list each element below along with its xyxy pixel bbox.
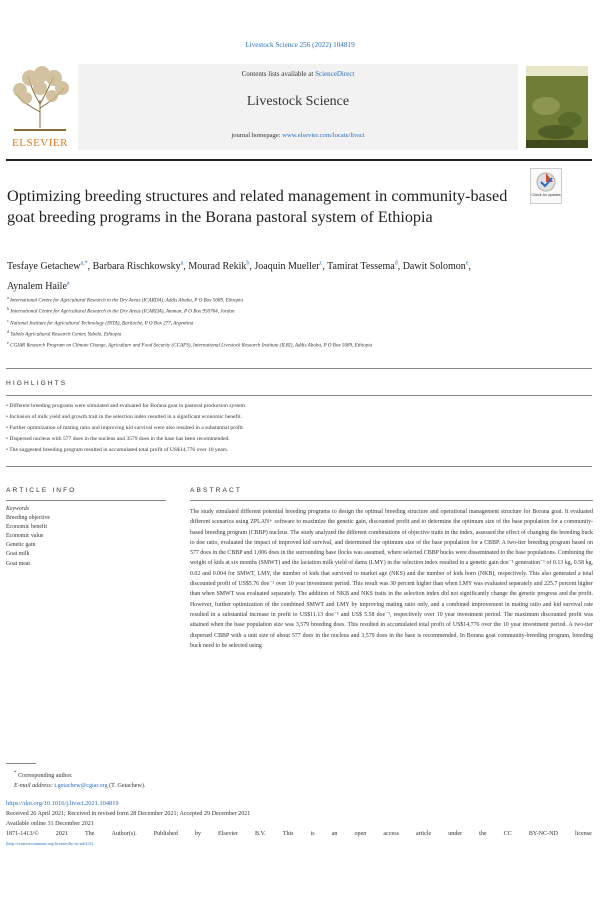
keyword[interactable]: Economic value: [6, 533, 44, 540]
footnote-rule: [6, 763, 36, 764]
affiliation-mark: d: [7, 328, 10, 334]
author-separator: ,: [468, 261, 471, 273]
homepage-line: [78, 132, 518, 139]
affiliation: [7, 317, 567, 328]
author: [7, 281, 70, 292]
abstract-text: The study simulated different potential breeding programs to design the optimal breeding structure and operational management structure for Borana goat. It evaluated different scenarios using ZPLAN+ software to maximize the genetic gain, discounted profit and to determine the optimum size of the base population for a community-based breeding program (CBBP) nucleus. The study analyzed the different combinations of objective traits in the index, assessed the effect of changing the breeding buck to doe ratio, evaluated the impact of improved kid survival, and determined the optimum size of the base population for a CBBP. A two-tier breeding program based on 577 does in the CBBP and 1,006 does in the surrounding base flocks was assumed, where selected CBBP bucks were disseminated to the base populations. Combining the weight of kids at six months (SMWT) and the lactation milk yield of dams (LMY) in the selection index resulted in a genetic gain doe⁻¹ generation⁻¹ of 0.13 kg, 0.58 kg, 0.02 and 0.004 for SMWT, LMY, the number of kids that survived to market age (NKS) and the number of kids born (NKB), respectively. This also generated a total discounted profit of US$5.76 doe⁻¹ over 10 year investment period. This result was 30 percent higher than when LMY was evaluated separately and 225.7 percent higher than when SMWT was evaluated separately. The addition of NKB and NKS traits in the selection index did not significantly change the genetic progress and the profit. However, further optimization of the combined SMWT and LMY by improving mating ratio only, and a combined improvement in mating ratio and kid survival rate resulted in a substantial increase in profit to US$11.13 doe⁻¹ and US$ 5.58 doe⁻¹, respectively over 10 year investment period. The maximum discounted profit was attained when the base population size was 3,579 breeding does. This resulted in accumulated total profit of US$14,776 over the 10 year investment period. A two-tier dispersed CBBP with a unit size of about 577 does in the nucleus and 3,579 does in the base is recommended. In Borana goat community-breeding program, breeding buck need to be selected using: [190, 509, 593, 649]
affiliation-text: National Institute for Agricultural Technology (INTA), Bariloche, P O Box 277, Argentina: [10, 320, 194, 327]
journal-citation[interactable]: Livestock Science 256 (2022) 104819: [245, 41, 355, 49]
author-name: Mourad Rekik: [188, 261, 247, 273]
contents-prefix: Contents lists available at: [241, 70, 314, 78]
copyright-word: B.V.: [254, 831, 266, 838]
author-name: Dawit Solomon: [402, 261, 466, 273]
keywords-heading: Keywords: [6, 506, 29, 512]
affiliation: [7, 294, 567, 305]
author-separator: ,: [322, 261, 325, 273]
journal-cover-image[interactable]: [526, 66, 588, 148]
highlights-heading: HIGHLIGHTS: [6, 380, 68, 387]
copyright-word: open: [354, 831, 367, 838]
divider: [6, 466, 592, 467]
author-affil-mark[interactable]: d: [394, 261, 398, 267]
available-online: Available online 31 December 2021: [6, 821, 94, 828]
author-separator: ,: [397, 261, 401, 273]
copyright-word: Author(s).: [111, 831, 137, 838]
author-separator: ,: [87, 261, 91, 273]
copyright-word: 1871-1413/©: [6, 831, 39, 838]
copyright-word: the: [479, 831, 487, 838]
divider: [6, 395, 592, 396]
affiliation-text: International Centre for Agricultural Research in the Dry Areas (ICARDA), Amman, P O Box 950764, Jordan: [10, 308, 235, 315]
author: [327, 261, 400, 272]
publisher-wordmark: ELSEVIER: [12, 137, 68, 149]
highlight-item: • Inclusion of milk yield and growth trait in the selection index resulted in a significant economic benefit.: [6, 412, 592, 423]
copyright-word: article: [415, 831, 432, 838]
copyright-word: CC: [503, 831, 512, 838]
copyright-word: is: [310, 831, 315, 838]
affiliation-text: CGIAR Research Program on Climate Change, Agriculture and Food Security (CCAFS), International Livestock Research Institute (ILRI), Addis Ababa, P O Box 5689, Ethiopia: [10, 342, 373, 349]
author: [403, 261, 471, 272]
corresponding-author-note: * Corresponding author.: [14, 770, 73, 780]
copyright-word: under: [448, 831, 463, 838]
highlight-item: • Further optimization of mating ratio and improving kid survival were also resulted in a substantial profit.: [6, 423, 592, 434]
copyright-word: Elsevier: [217, 831, 238, 838]
author-affil-mark[interactable]: a: [180, 261, 184, 267]
author-affil-mark[interactable]: c: [319, 261, 323, 267]
highlights-list: [6, 401, 592, 456]
affiliation-mark: a: [7, 295, 9, 300]
header-rule: [6, 159, 592, 161]
affiliation-text: International Centre for Agricultural Research in the Dry Areas (ICARDA), Addis Ababa, P O Box 5689, Ethiopia: [10, 297, 243, 304]
received-dates: Received 26 April 2021; Received in revised form 28 December 2021; Accepted 29 December 2021: [6, 811, 251, 818]
author: [93, 261, 186, 272]
affiliation-mark: e: [7, 340, 9, 346]
journal-title: Livestock Science: [246, 94, 350, 109]
author-name: Barbara Rischkowsky: [92, 261, 181, 273]
divider: [6, 368, 592, 369]
journal-masthead: [78, 64, 518, 150]
license-link[interactable]: (http://creativecommons.org/licenses/by-nc-nd/4.0/).: [6, 841, 95, 847]
keyword[interactable]: Goat milk: [6, 551, 30, 558]
article-title: Optimizing breeding structures and related management in community-based goat breeding programs in the Borana pastoral system of Ethiopia: [7, 187, 508, 226]
email-suffix: (T. Getachew).: [109, 783, 146, 790]
author-separator: ,: [249, 261, 252, 273]
article-footer: [6, 763, 592, 849]
author-affil-mark[interactable]: b: [246, 261, 250, 267]
affiliation-list: [7, 294, 567, 350]
email-line: [6, 781, 592, 791]
email-label: E-mail address:: [14, 783, 53, 790]
keyword-list: [6, 514, 156, 569]
doi-link[interactable]: https://doi.org/10.1016/j.livsci.2021.104819: [6, 800, 119, 808]
check-for-updates-badge[interactable]: [530, 168, 562, 204]
author: [254, 261, 324, 272]
author-affil-mark[interactable]: e: [465, 261, 469, 267]
affiliation-mark: c: [7, 317, 9, 323]
highlight-item: • Dispersed nucleus with 577 does in the nucleus and 3579 does in the base has been recommended.: [6, 434, 592, 445]
crossmark-label: Check for updates: [531, 193, 561, 197]
copyright-word: Published: [153, 831, 178, 838]
homepage-link[interactable]: www.elsevier.com/locate/livsci: [282, 132, 365, 139]
keyword[interactable]: Economic benefit: [6, 524, 48, 531]
author: [7, 261, 90, 272]
keyword[interactable]: Goat meat: [6, 560, 30, 567]
author-list: [7, 256, 507, 295]
elsevier-logo[interactable]: [6, 66, 74, 150]
homepage-prefix: journal homepage:: [231, 132, 281, 139]
affiliation-mark: b: [7, 306, 10, 312]
author-name: Joaquin Mueller: [254, 261, 320, 273]
article-info-heading: ARTICLE INFO: [6, 487, 77, 494]
copyright-word: access: [383, 831, 399, 838]
keyword[interactable]: Breeding objective: [6, 515, 50, 522]
author-affil-mark[interactable]: a: [66, 280, 70, 287]
affiliation: [7, 305, 567, 316]
abstract-heading: ABSTRACT: [190, 487, 242, 494]
copyright-word: by: [194, 831, 201, 838]
copyright-line: [6, 829, 592, 839]
author-name: Tesfaye Getachew: [7, 261, 81, 273]
highlight-item: • Different breeding programs were simulated and evaluated for Borana goat in pastoral production system.: [6, 401, 592, 412]
author: [188, 261, 252, 272]
affiliation-text: Yabelo Agricultural Research Center, Yabelo, Ethiopia: [10, 331, 122, 338]
copyright-word: 2021: [55, 831, 68, 838]
divider: [6, 500, 166, 501]
email-link[interactable]: t.getachew@cgiar.org: [54, 783, 108, 790]
author-name: Tamirat Tessema: [327, 261, 395, 273]
copyright-word: BY-NC-ND: [528, 831, 558, 838]
sciencedirect-link[interactable]: ScienceDirect: [315, 70, 355, 78]
contents-line: [78, 70, 518, 78]
author-affil-mark[interactable]: a,*: [80, 261, 88, 267]
copyright-word: license: [574, 831, 592, 838]
keywords-block: [6, 505, 156, 569]
copyright-word: The: [84, 831, 95, 838]
copyright-word: an: [331, 831, 338, 838]
author-separator: ,: [183, 261, 186, 273]
affiliation: [7, 339, 567, 350]
keyword[interactable]: Genetic gain: [6, 542, 36, 549]
highlight-item: • The suggested breeding program resulted in accumulated total profit of US$14,776 over 10 years.: [6, 445, 592, 456]
copyright-word: This: [282, 831, 294, 838]
journal-header: [6, 64, 590, 156]
author-name: Aynalem Haile: [7, 280, 67, 292]
divider: [190, 500, 593, 501]
corresponding-label: Corresponding author.: [18, 773, 73, 780]
affiliation: [7, 328, 567, 339]
